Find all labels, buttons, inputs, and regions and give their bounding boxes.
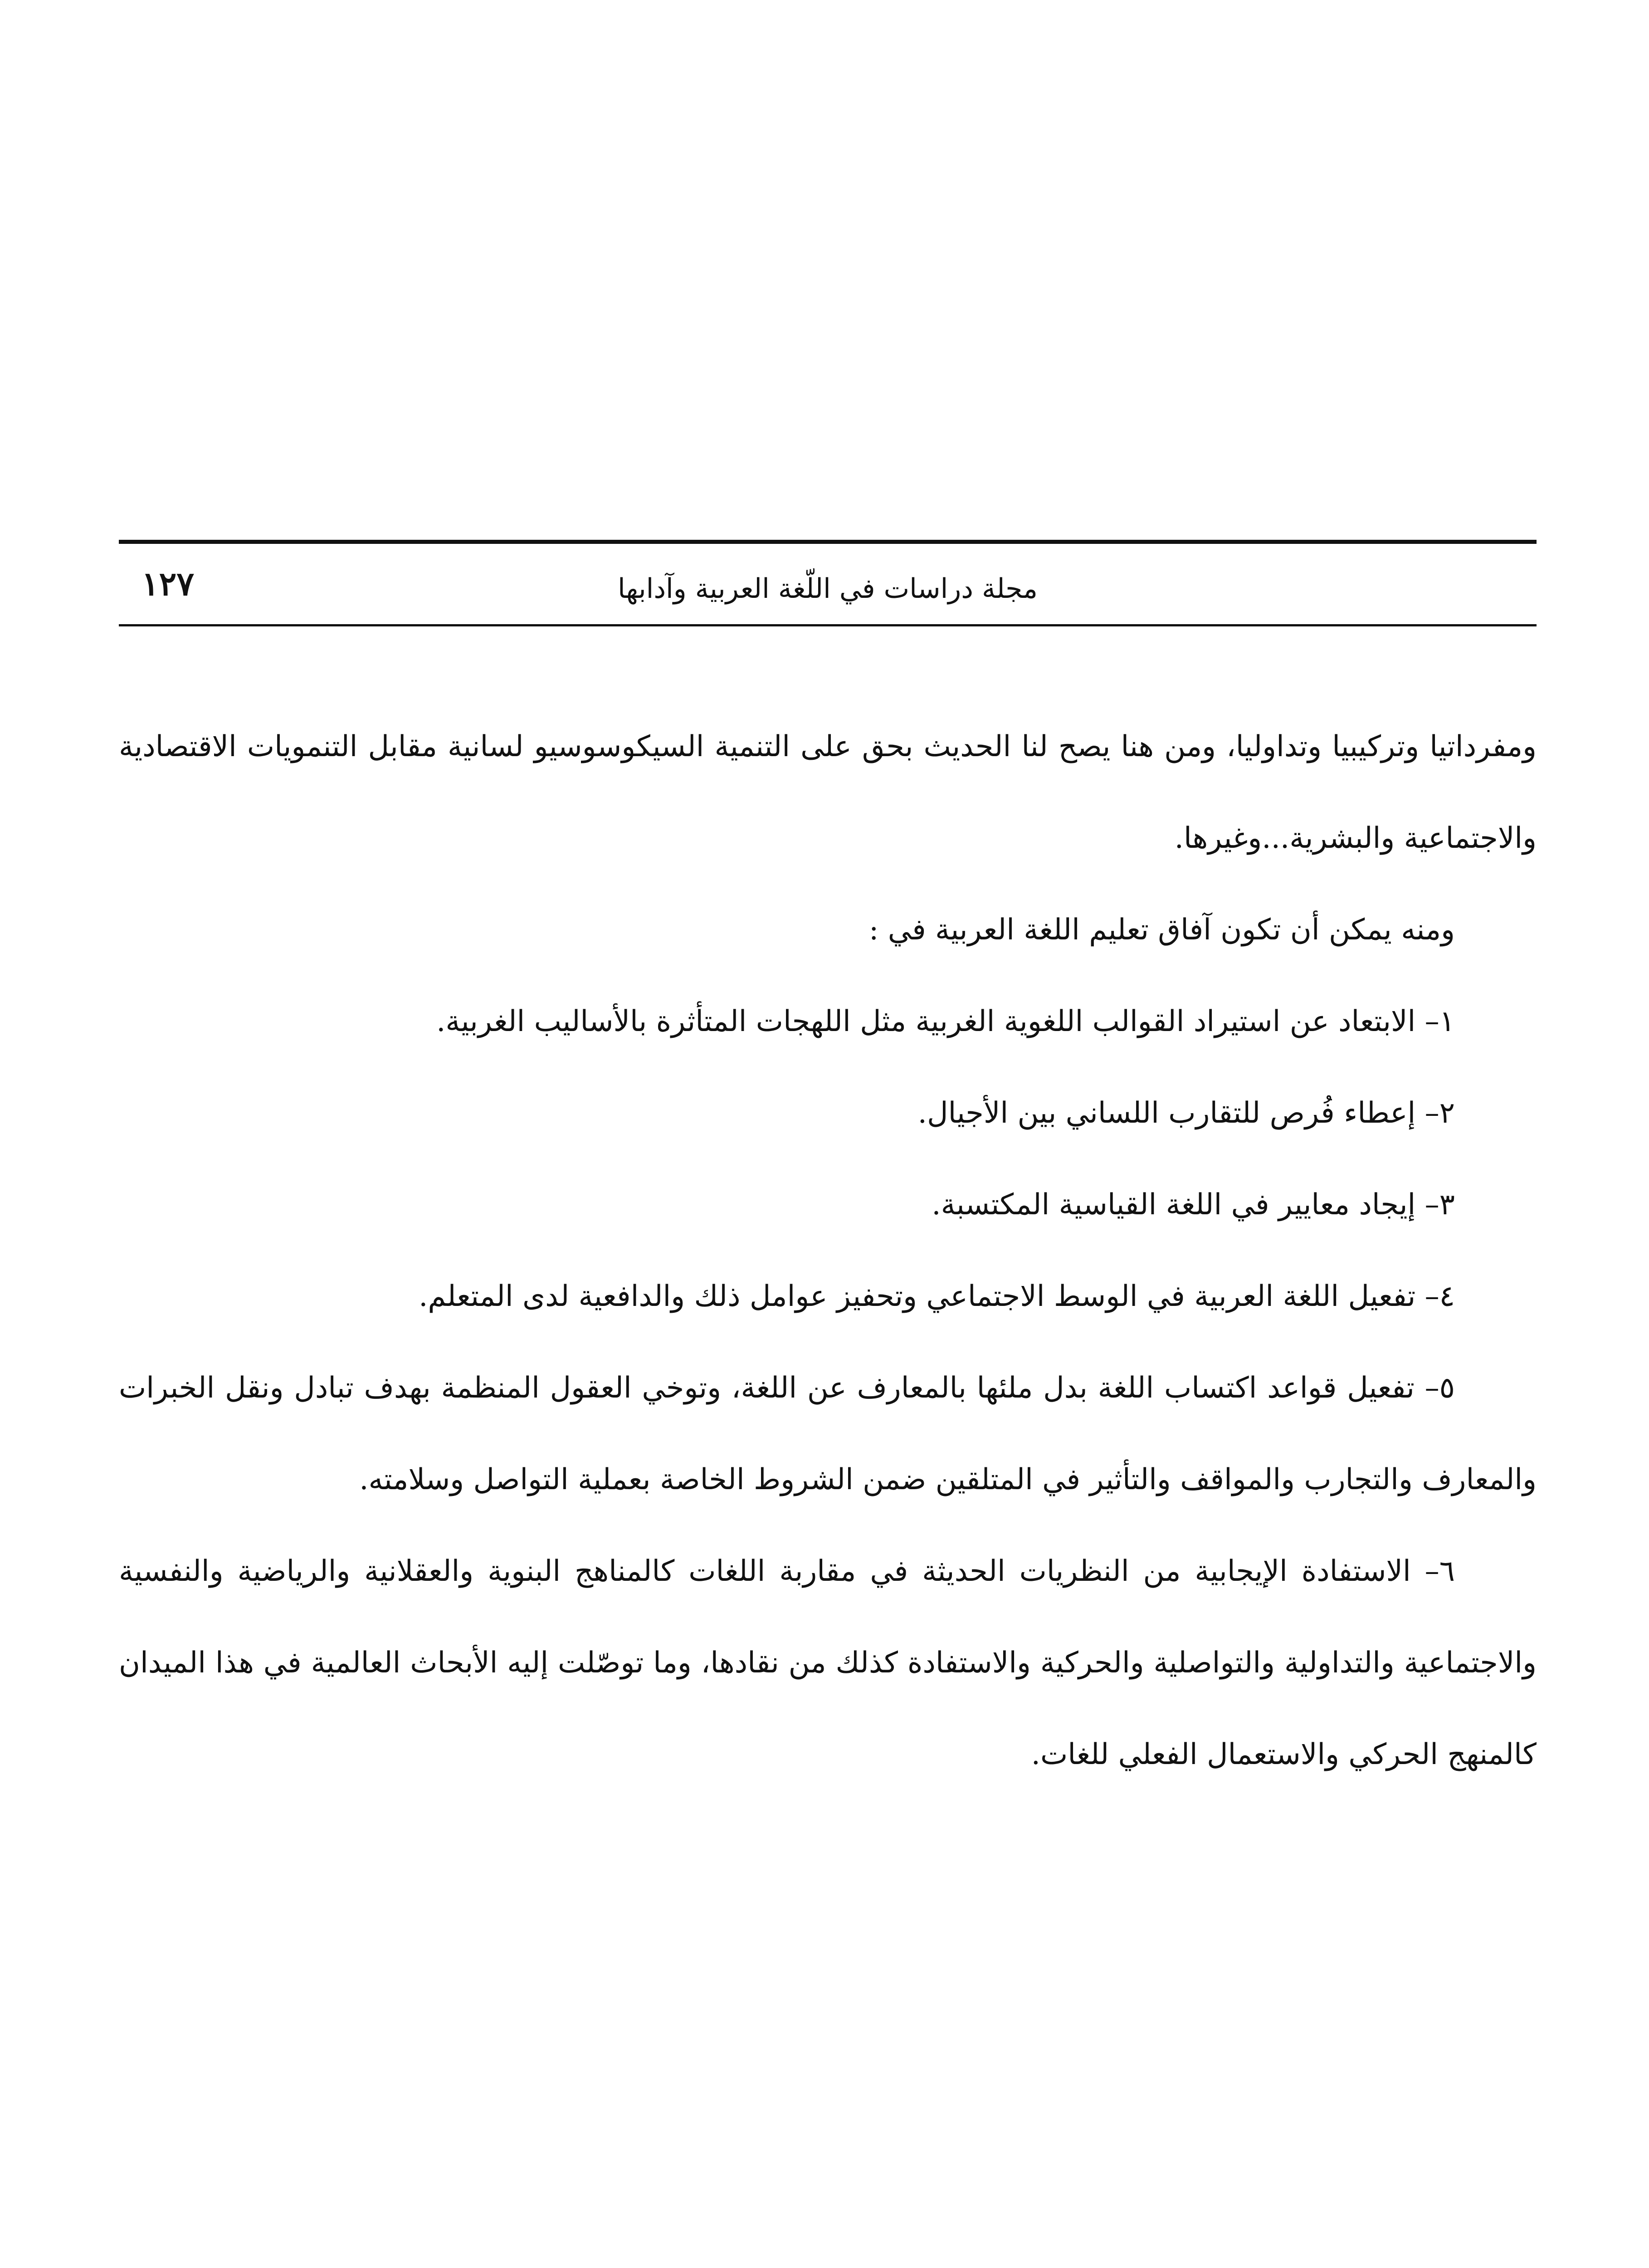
list-item-6: ٦– الاستفادة الإيجابية من النظريات الحديثة في مقاربة اللغات كالمناهج البنوية والعقلانية والرياضية والنفسية والاجتماعية والتداولية والتواصلية والحركية والاستفادة كذلك من نقادها، وما توصّلت إليه الأبحاث العالمية في هذا الميدان كالمنهج الحركي والاستعمال الفعلي للغات. <box>119 1554 1537 1771</box>
list-item-2: ٢– إعطاء فُرص للتقارب اللساني بين الأجيال. <box>917 1096 1455 1130</box>
header-top-rule <box>119 540 1537 544</box>
list-item-3: ٣– إيجاد معايير في اللغة القياسية المكتسبة. <box>932 1188 1455 1222</box>
paragraph-intro: ومنه يمكن أن تكون آفاق تعليم اللغة العربية في : <box>868 913 1455 947</box>
list-item-1: ١– الابتعاد عن استيراد القوالب اللغوية الغربية مثل اللهجات المتأثرة بالأساليب الغربية. <box>436 1005 1455 1038</box>
page-number: ١٢٧ <box>141 564 195 603</box>
paragraph-continuation: ومفرداتيا وتركيبيا وتداوليا، ومن هنا يصح لنا الحديث بحق على التنمية السيكوسوسيو لسانية مقابل التنمويات الاقتصادية والاجتماعية والبشرية...وغيرها. <box>119 730 1537 855</box>
list-item-5: ٥– تفعيل قواعد اكتساب اللغة بدل ملئها بالمعارف عن اللغة، وتوخي العقول المنظمة بهدف تبادل ونقل الخبرات والمعارف والتجارب والمواقف والتأثير في المتلقين ضمن الشروط الخاصة بعملية التواصل وسلامته. <box>119 1371 1537 1496</box>
body-text <box>119 701 1537 1800</box>
running-header <box>119 540 1537 631</box>
list-item-4: ٤– تفعيل اللغة العربية في الوسط الاجتماعي وتحفيز عوامل ذلك والدافعية لدى المتعلم. <box>419 1280 1455 1313</box>
header-bottom-rule <box>119 624 1537 626</box>
journal-title: مجلة دراسات في اللّغة العربية وآدابها <box>618 573 1038 605</box>
